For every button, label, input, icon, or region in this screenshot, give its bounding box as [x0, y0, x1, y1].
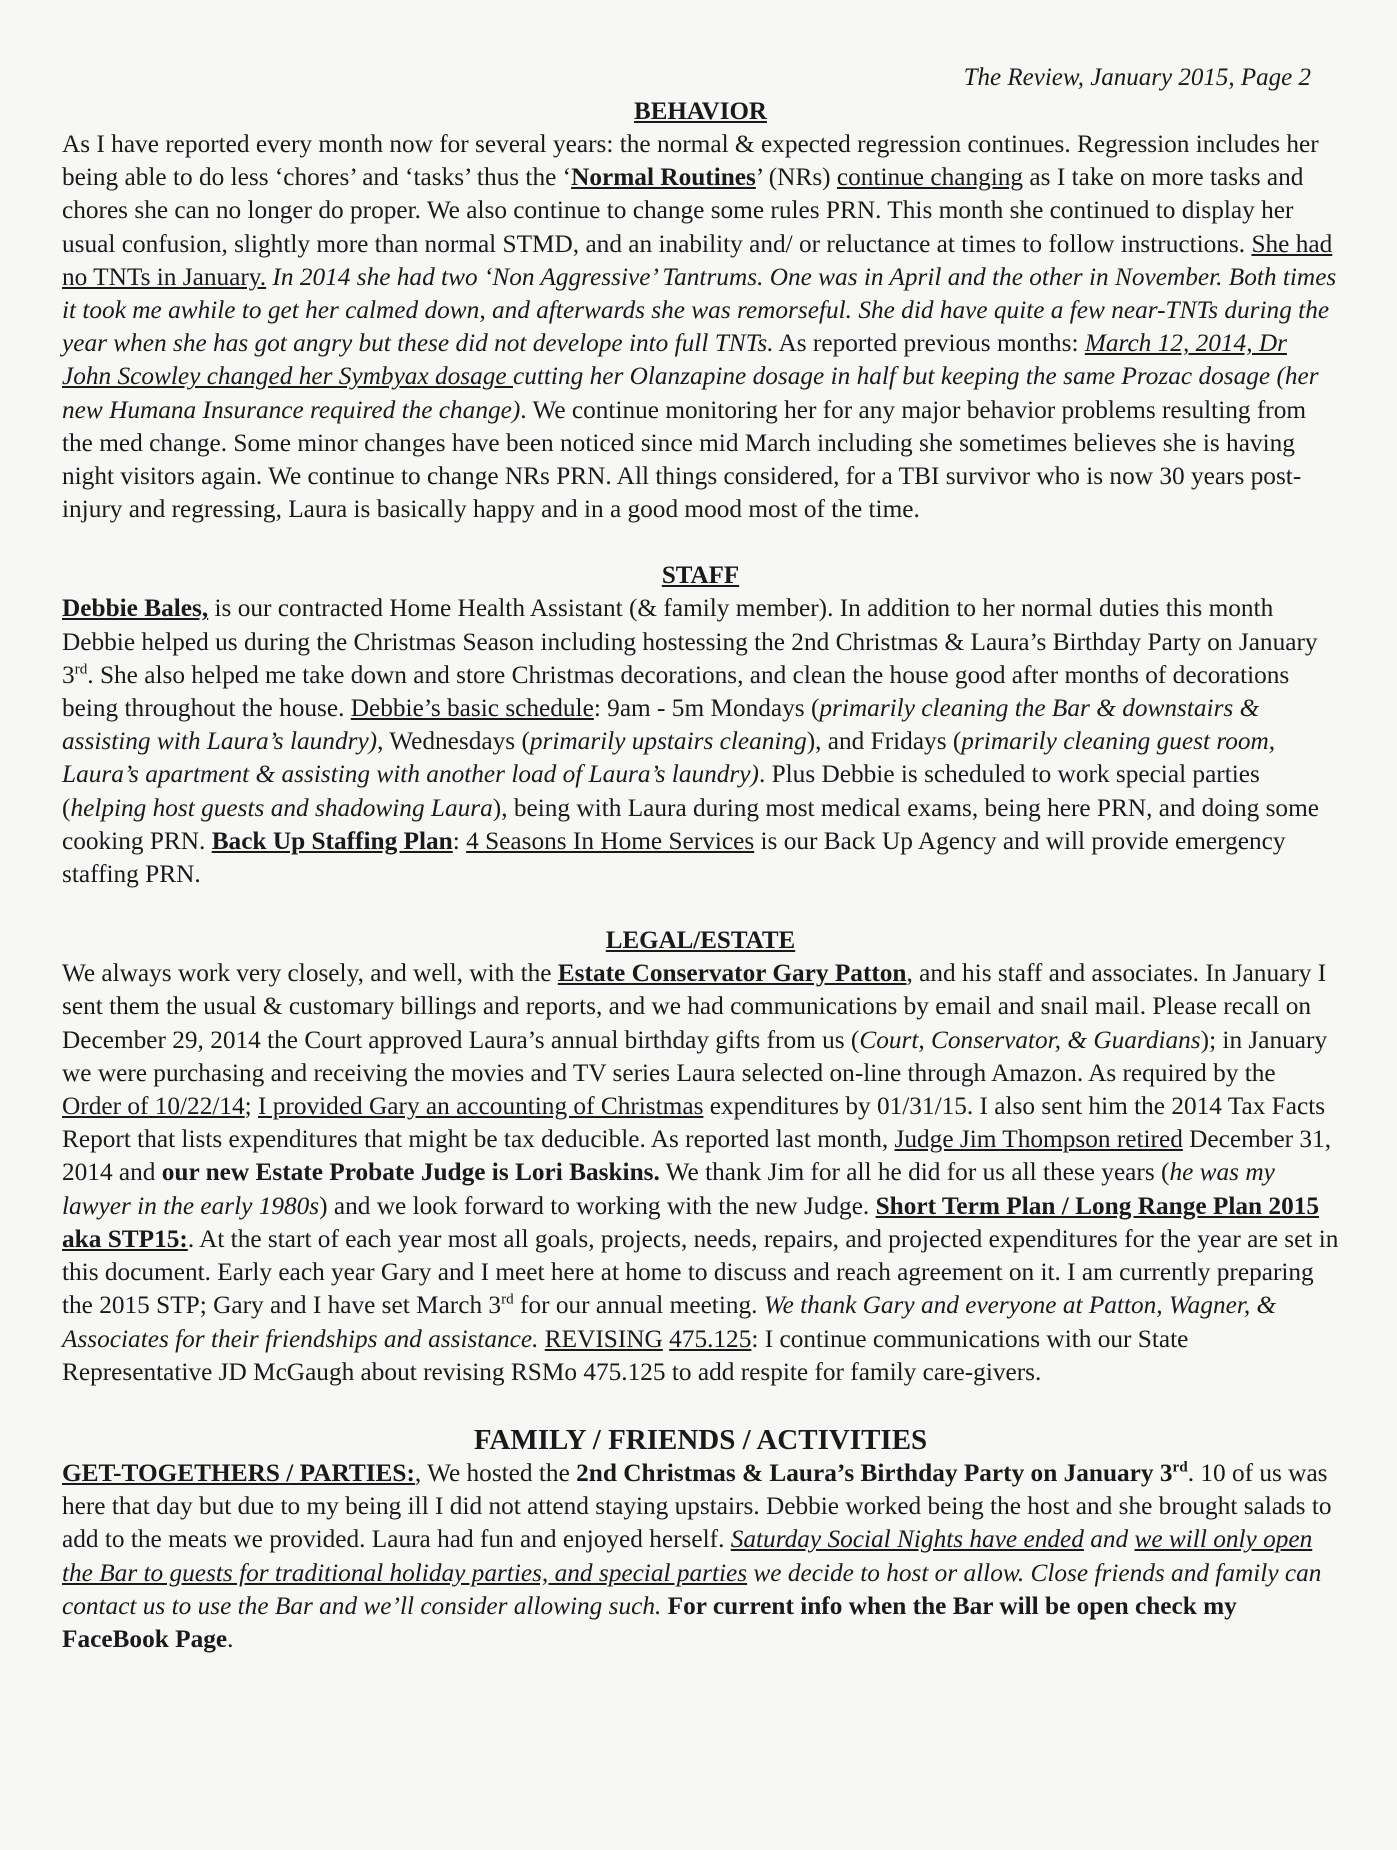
legal-text: : I continue communications with our State Representative JD McGaugh about revising RSMo 475.125 to add respite for family care-givers.	[62, 1324, 1189, 1386]
olanzapine-note: cutting her Olanzapine dosage in half but keeping the same Prozac dosage (her new Humana Insurance required the change)	[62, 362, 1319, 424]
conservator-name: Estate Conservator Gary Patton	[557, 959, 907, 988]
family-title: FAMILY / FRIENDS / ACTIVITIES	[473, 1423, 928, 1456]
social-nights-note: Saturday Social Nights have ended	[730, 1525, 1084, 1554]
legal-text: December 31, 2014 and	[62, 1125, 1332, 1187]
staff-text: ), being with Laura during most medical exams, being here PRN, and doing some cooking PRN.	[62, 793, 1319, 855]
dosage-change-text: March 12, 2014, Dr John Scowley changed her Symbyax dosage	[62, 329, 1287, 391]
family-text: , We hosted the	[414, 1458, 577, 1487]
behavior-title: BEHAVIOR	[634, 98, 767, 125]
legal-text: ;	[244, 1092, 259, 1121]
family-text: .	[227, 1624, 234, 1653]
party-name: 2nd Christmas & Laura’s Birthday Party on January 3	[576, 1458, 1173, 1487]
behavior-text: As I have reported every month now for several years: the normal & expected regression continues. Regression includes her being able to do less ‘chores’ and ‘tasks’ thus the ‘	[62, 130, 1319, 192]
get-togethers-label: GET-TOGETHERS / PARTIES:	[62, 1458, 415, 1487]
continue-changing-text: continue changing	[836, 163, 1024, 192]
backup-agency-name: 4 Seasons In Home Services	[466, 826, 755, 855]
bar-policy-note: we will only open the Bar to guests for traditional holiday parties, and special parties	[62, 1525, 1313, 1587]
behavior-text: . We continue monitoring her for any major behavior problems resulting from the med change. Some minor changes have been noticed since mid March including she sometimes believes she is having night visitors again. We continue to change NRs PRN. All things considered, for a TBI survivor who is now 30 years post-injury and regressing, Laura is basically happy and in a good mood most of the time.	[62, 395, 1307, 524]
ordinal-suffix: rd	[74, 660, 88, 678]
staff-text: is our contracted Home Health Assistant (& family member). In addition to her normal duties this month Debbie helped us during the Christmas Season including hostessing the 2nd Christmas & Laura’s Birthday Party on January 3	[62, 594, 1318, 689]
ordinal-suffix: rd	[501, 1290, 514, 1308]
behavior-text: ’ (NRs)	[755, 163, 837, 192]
court-order-ref: Order of 10/22/14	[62, 1092, 245, 1121]
new-judge-text: our new Estate Probate Judge is Lori Baskins.	[161, 1158, 660, 1187]
behavior-text: as I take on more tasks and chores she can no longer do proper. We also continue to change some rules PRN. This month she continued to display her usual confusion, slightly more than normal STMD, and an inability and/ or reluctance at times to follow instructions.	[62, 163, 1304, 258]
bar-policy-rest: we decide to host or allow. Close friends and family can contact us to use the Bar and we’ll consider allowing such.	[62, 1558, 1322, 1620]
legal-text: ); in January we were purchasing and receiving the movies and TV series Laura selected on-line through Amazon. As required by the	[62, 1025, 1328, 1087]
backup-plan-label: Back Up Staffing Plan	[211, 826, 453, 855]
staff-text: ), and Fridays (	[806, 727, 962, 756]
legal-estate-paragraph	[62, 957, 1339, 1389]
legal-text: We thank Jim for all he did for us all these years (	[659, 1158, 1170, 1187]
basic-schedule-label: Debbie’s basic schedule	[350, 694, 594, 723]
behavior-text: As reported previous months:	[773, 329, 1085, 358]
tantrums-note: In 2014 she had two ‘Non Aggressive’ Tantrums. One was in April and the other in November. Both times it took me awhile to get her calmed down, and afterwards she was remorseful. She did have quite a few near-TNTs during the year when she has got angry but these did not develope into full TNTs.	[62, 262, 1337, 358]
legal-text: for our annual meeting.	[513, 1291, 764, 1320]
judge-retired-text: Judge Jim Thompson retired	[894, 1125, 1183, 1154]
monday-duties: primarily cleaning the Bar & downstairs & assisting with Laura’s laundry)	[62, 694, 1260, 756]
party-duties: helping host guests and shadowing Laura	[70, 793, 493, 822]
staff-text: . Plus Debbie is scheduled to work special parties (	[62, 760, 1260, 822]
thanks-note: We thank Gary and everyone at Patton, Wagner, & Associates for their friendships and assistance.	[62, 1291, 1277, 1353]
running-head: The Review, January 2015, Page 2	[963, 64, 1311, 91]
legal-text: ) and we look forward to working with the new Judge.	[319, 1191, 876, 1220]
accounting-text: I provided Gary an accounting of Christmas	[258, 1092, 704, 1121]
staff-text: :	[452, 826, 467, 855]
legal-estate-section	[62, 925, 1339, 1389]
facebook-note: For current info when the Bar will be open check my FaceBook Page	[62, 1591, 1237, 1653]
ordinal-suffix: rd	[1172, 1458, 1188, 1476]
legal-text: We always work very closely, and well, with the	[62, 959, 558, 988]
staff-title: STAFF	[661, 562, 740, 590]
family-section	[62, 1423, 1339, 1656]
staff-paragraph	[62, 592, 1339, 891]
behavior-section	[62, 96, 1339, 526]
legal-text: expenditures by 01/31/15. I also sent him the 2014 Tax Facts Report that lists expenditures that might be tax deducible. As reported last month,	[62, 1092, 1326, 1154]
revising-label: REVISING	[544, 1324, 663, 1353]
normal-routines-term: Normal Routines	[571, 163, 756, 192]
no-tnts-text: She had no TNTs in January.	[62, 229, 1333, 291]
statute-number: 475.125	[669, 1324, 752, 1353]
staff-text: is our Back Up Agency and will provide emergency staffing PRN.	[62, 826, 1286, 889]
wednesday-duties: primarily upstairs cleaning	[529, 727, 807, 756]
lawyer-note: he was my lawyer in the early 1980s	[62, 1158, 1275, 1220]
stp-label: Short Term Plan / Long Range Plan 2015 aka STP15:	[62, 1191, 1320, 1253]
staff-text: , Wednesdays (	[377, 727, 530, 756]
family-text: . 10 of us was here that day but due to my being ill I did not attend staying upstairs. Debbie worked being the host and she brought salads to add to the meats we provided. Laura had fun and enjoyed herself.	[62, 1458, 1332, 1554]
staff-text: . She also helped me take down and store Christmas decorations, and clean the house good after months of decorations being throughout the house.	[62, 660, 1290, 723]
legal-text: . At the start of each year most all goals, projects, needs, repairs, and projected expenditures for the year are set in this document. Early each year Gary and I meet here at home to discuss and reach agreement on it. I am currently preparing the 2015 STP; Gary and I have set March 3	[62, 1224, 1339, 1320]
family-text: and	[1083, 1525, 1135, 1554]
staff-text: : 9am - 5m Mondays (	[593, 694, 820, 723]
legal-estate-title: LEGAL/ESTATE	[605, 927, 796, 955]
court-parties: Court, Conservator, & Guardians	[859, 1025, 1201, 1054]
staff-section	[62, 560, 1339, 891]
behavior-paragraph	[62, 128, 1339, 526]
debbie-bales-name: Debbie Bales,	[62, 594, 209, 623]
friday-duties: primarily cleaning guest room, Laura’s apartment & assisting with another load of Laura’s laundry)	[62, 727, 1276, 789]
legal-text: , and his staff and associates. In January I sent them the usual & customary billings and reports, and we had communications by email and snail mail. Please recall on December 29, 2014 the Court approved Laura’s annual birthday gifts from us (	[62, 959, 1327, 1054]
family-paragraph	[62, 1457, 1339, 1656]
